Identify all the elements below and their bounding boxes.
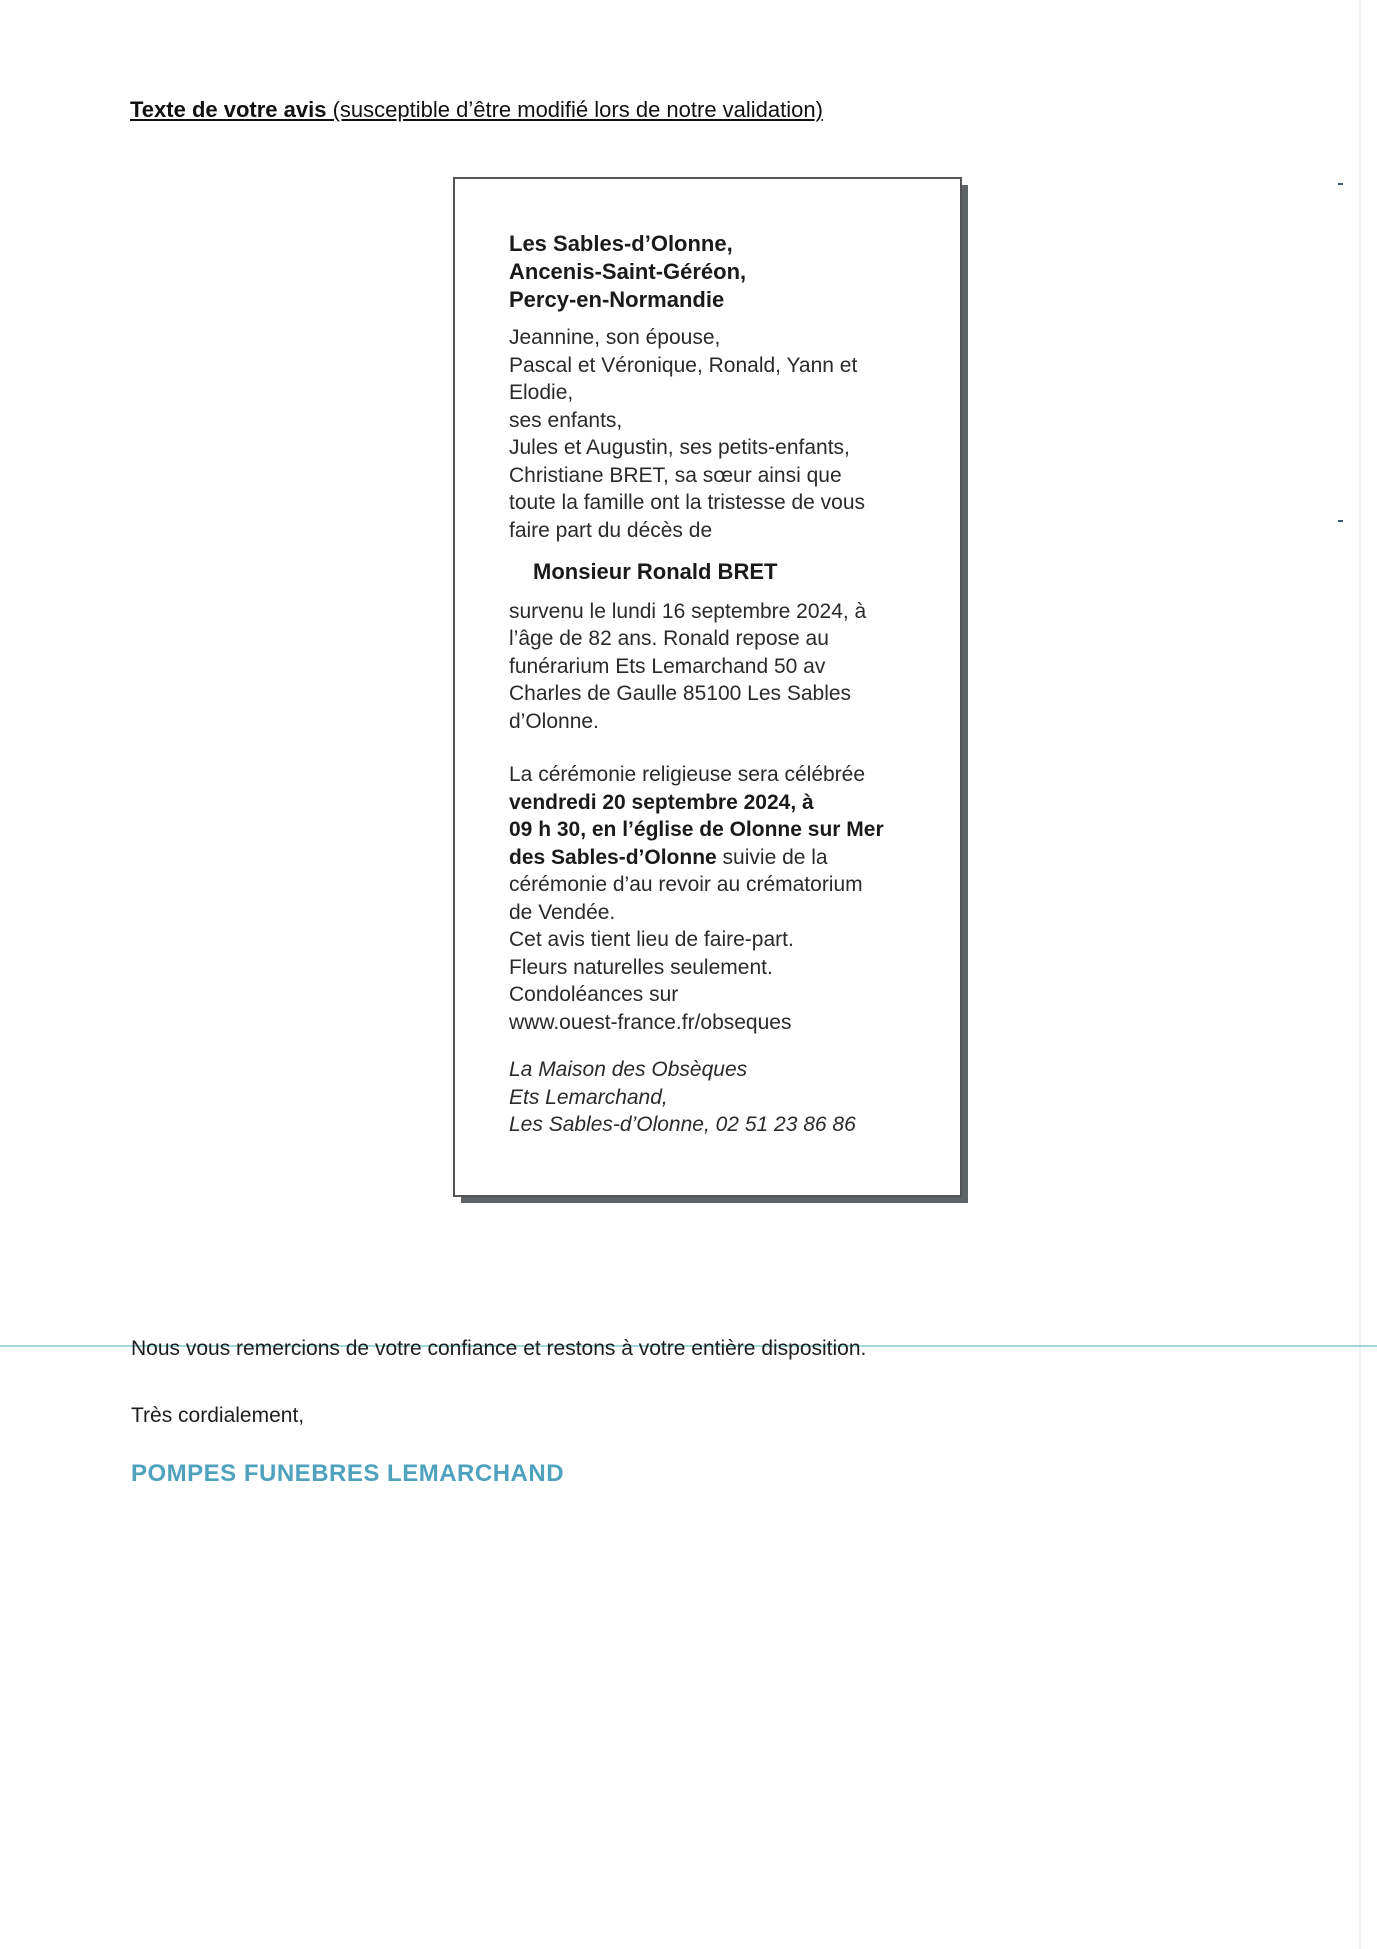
ceremony-line: de Vendée. <box>509 900 616 924</box>
details-line: d’Olonne. <box>509 709 599 733</box>
ceremony-line: cérémonie d’au revoir au crématorium <box>509 873 863 896</box>
obituary-notice <box>453 177 962 1197</box>
heading-note: (susceptible d’être modifié lors de notre validation) <box>332 97 823 122</box>
details-line: survenu le lundi 16 septembre 2024, à <box>509 599 867 623</box>
ceremony-line: Cet avis tient lieu de faire-part. <box>509 928 794 951</box>
family-line: ses enfants, <box>509 408 623 432</box>
signature-line: La Maison des Obsèques <box>509 1058 748 1081</box>
family-line: Jules et Augustin, ses petits-enfants, <box>509 436 850 459</box>
ceremony-line: Condoléances sur <box>509 983 679 1006</box>
notice-signature <box>509 1056 929 1139</box>
details-line: l’âge de 82 ans. Ronald repose au <box>509 627 829 650</box>
notice-content <box>509 230 929 1139</box>
ceremony-followup: suivie de la <box>716 845 828 869</box>
edge-mark <box>1338 520 1343 522</box>
family-line: toute la famille ont la tristesse de vous <box>509 491 866 514</box>
family-line: Pascal et Véronique, Ronald, Yann et <box>509 353 858 377</box>
ceremony-time-place: 09 h 30, en l’église de Olonne sur Mer <box>509 818 884 841</box>
place-line: Les Sables-d’Olonne, <box>509 231 733 256</box>
place-line: Percy-en-Normandie <box>509 287 725 312</box>
signature-line: Les Sables-d’Olonne, 02 51 23 86 86 <box>509 1113 856 1136</box>
page-edge <box>1359 0 1361 1949</box>
family-line: Jeannine, son épouse, <box>509 326 721 349</box>
heading-title: Texte de votre avis <box>130 97 327 122</box>
closing-text: Nous vous remercions de votre confiance et restons à votre entière disposition. <box>131 1337 867 1360</box>
condolences-url: www.ouest-france.fr/obseques <box>509 1010 792 1034</box>
company-name: POMPES FUNEBRES LEMARCHAND <box>131 1460 565 1487</box>
deceased-details <box>509 598 929 736</box>
family-line: faire part du décès de <box>509 518 713 542</box>
ceremony-intro: La cérémonie religieuse sera célébrée <box>509 763 866 786</box>
details-line: Charles de Gaulle 85100 Les Sables <box>509 682 852 705</box>
notice-family <box>509 324 929 544</box>
ceremony-location: des Sables-d’Olonne <box>509 845 717 869</box>
place-line: Ancenis-Saint-Géréon, <box>509 259 747 284</box>
ceremony-date: vendredi 20 septembre 2024, à <box>509 790 814 814</box>
family-line: Christiane BRET, sa sœur ainsi que <box>509 463 842 487</box>
signature-line: Ets Lemarchand, <box>509 1085 668 1109</box>
regards-text: Très cordialement, <box>131 1404 305 1427</box>
notice-places <box>509 230 929 314</box>
notice-heading <box>130 97 823 123</box>
details-line: funérarium Ets Lemarchand 50 av <box>509 654 826 678</box>
ceremony-line: Fleurs naturelles seulement. <box>509 955 773 979</box>
ceremony-details <box>509 761 929 1036</box>
deceased-name: Monsieur Ronald BRET <box>533 559 778 584</box>
edge-mark <box>1338 183 1343 185</box>
family-line: Elodie, <box>509 381 574 404</box>
